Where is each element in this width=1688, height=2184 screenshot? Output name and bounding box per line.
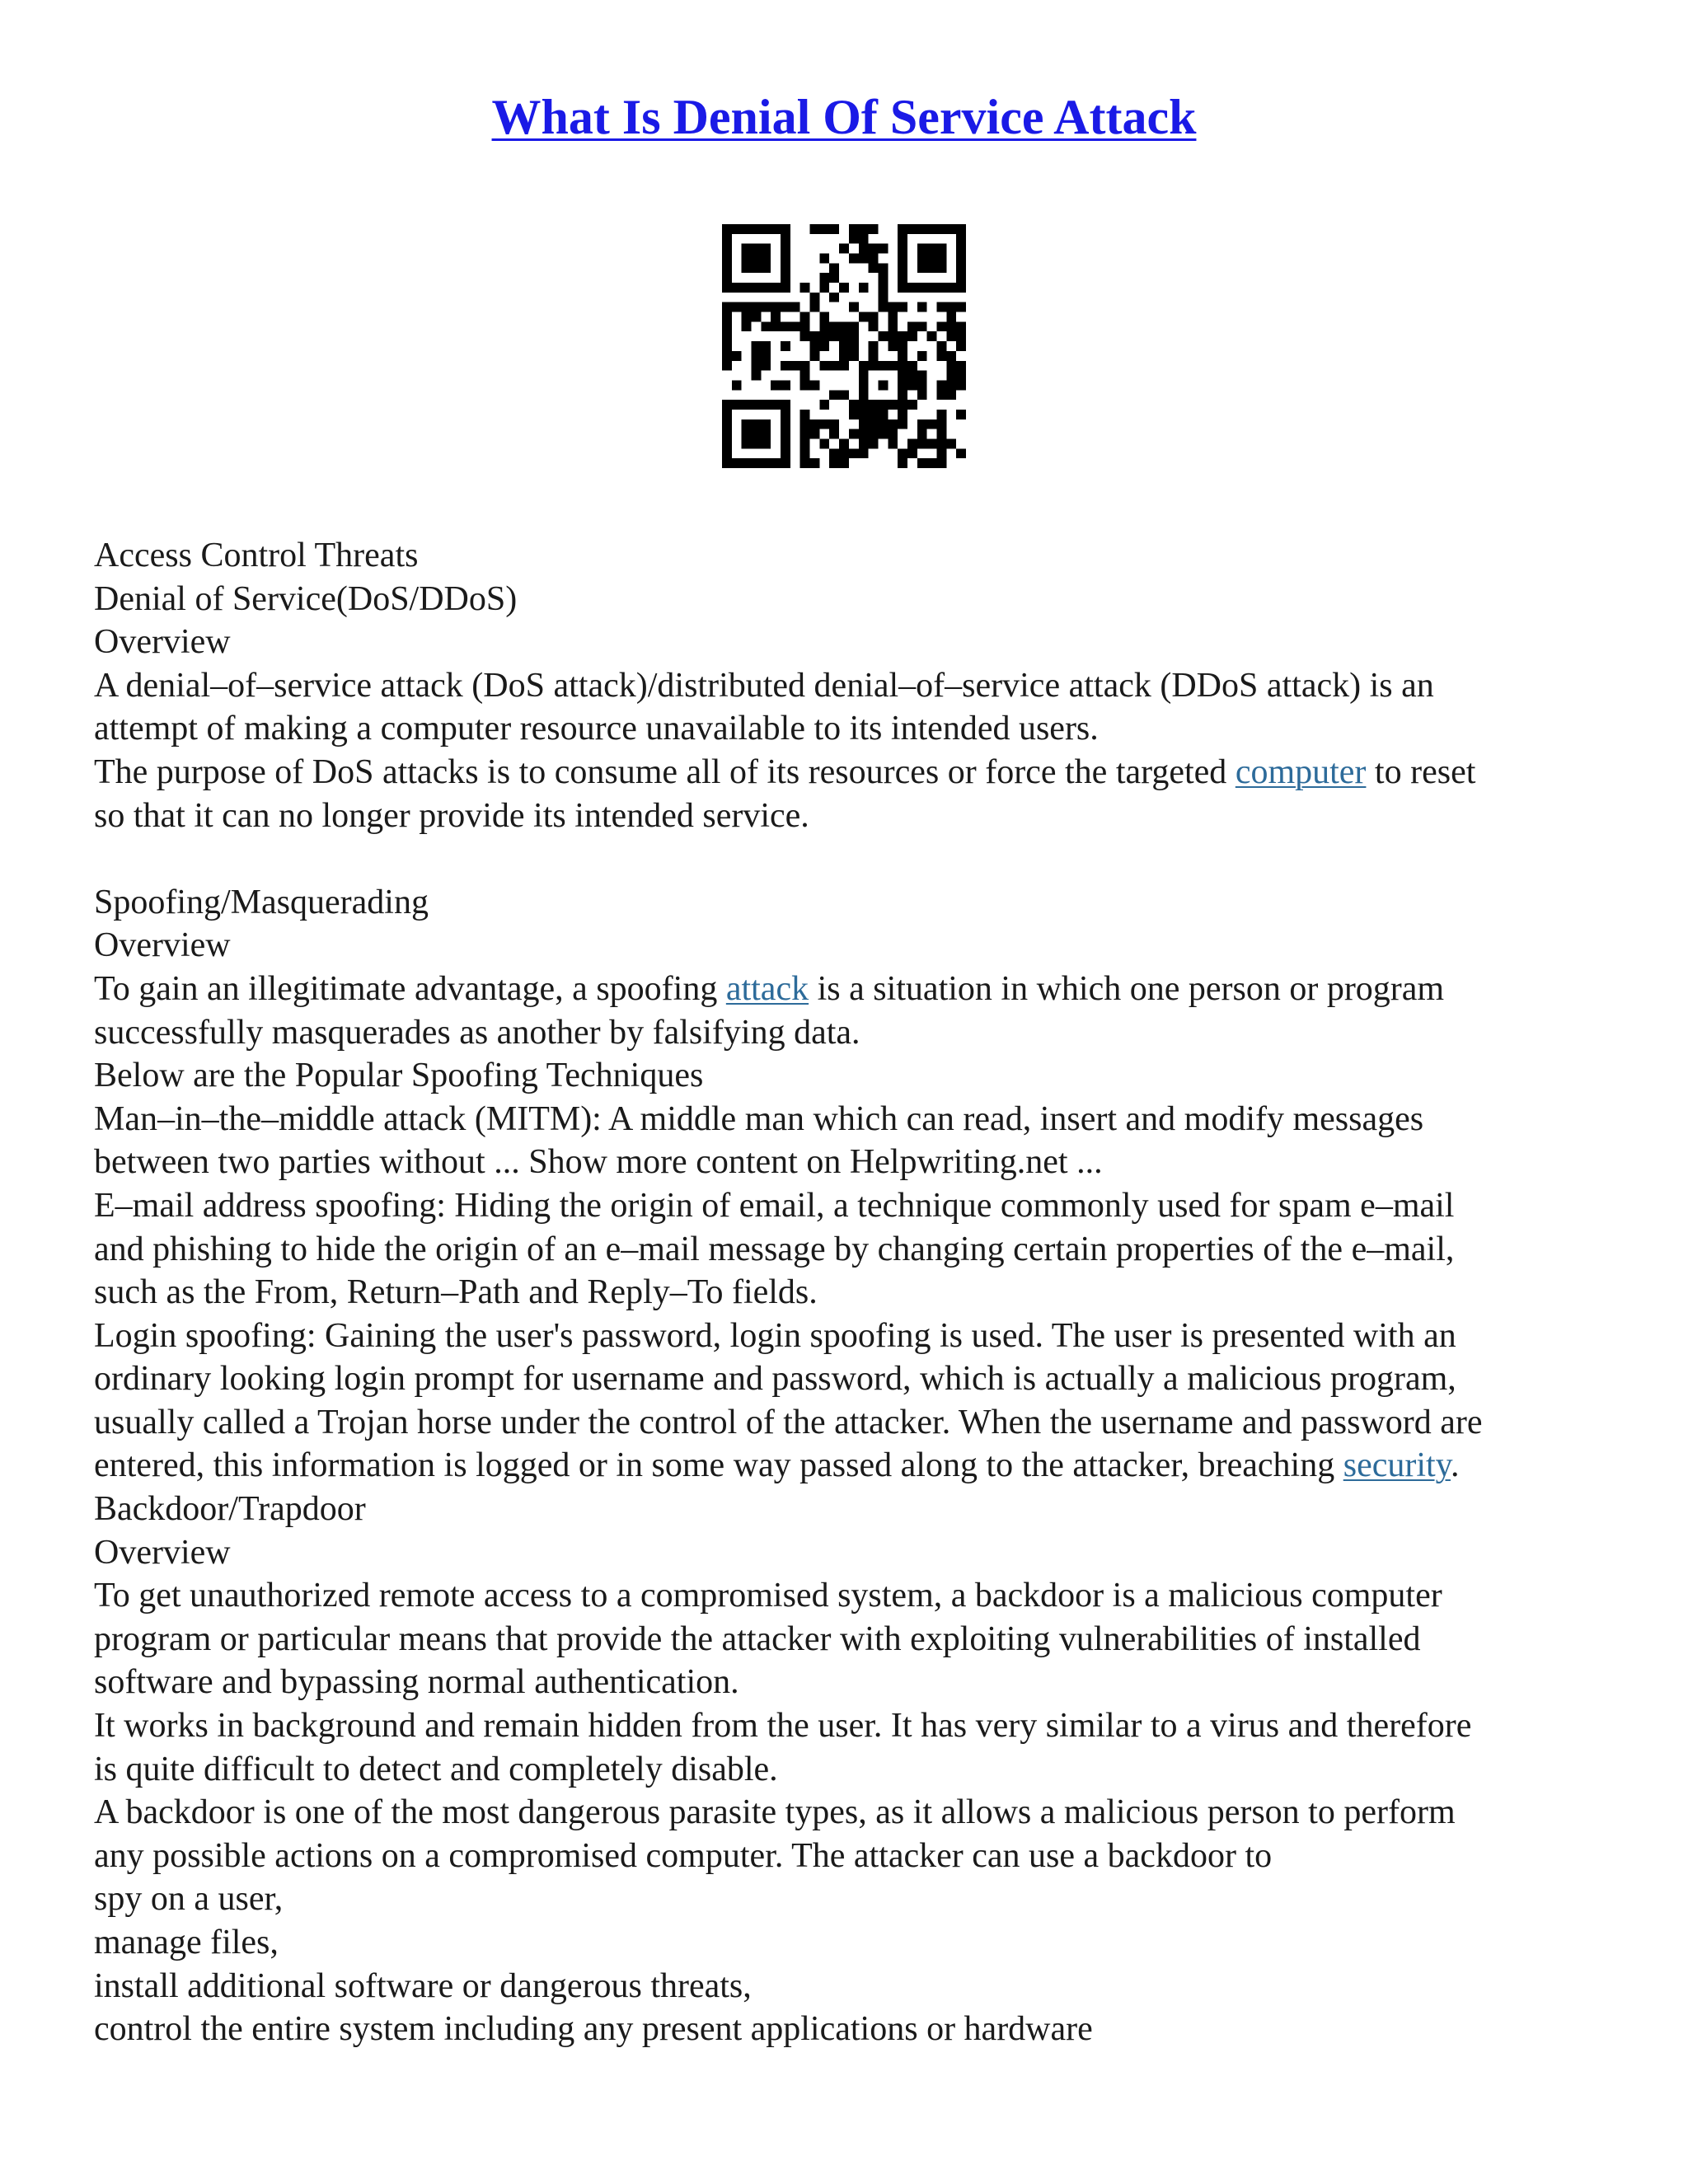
qr-code-icon [722, 224, 966, 468]
text-line [94, 1748, 1602, 1792]
text-segment: software and bypassing normal authentication. [94, 1663, 739, 1702]
text-segment: between two parties without ... Show more content on Helpwriting.net ... [94, 1143, 1103, 1182]
text-segment: Access Control Threats [94, 537, 419, 574]
text-segment: entered, this information is logged or in some way passed along to the attacker, breaching [94, 1446, 1343, 1485]
text-segment: such as the From, Return–Path and Reply–To fields. [94, 1273, 818, 1312]
text-line [94, 1098, 1602, 1141]
text-line [94, 1618, 1602, 1661]
text-line [94, 2008, 1602, 2051]
text-line [94, 534, 1602, 578]
text-line [94, 1184, 1602, 1228]
text-line [94, 1921, 1602, 1965]
text-line [94, 1965, 1602, 2008]
text-segment: successfully masquerades as another by falsifying data. [94, 1013, 860, 1052]
text-segment: Backdoor/Trapdoor [94, 1490, 366, 1529]
text-segment: is quite difficult to detect and completely disable. [94, 1750, 778, 1788]
text-segment: Overview [94, 1533, 231, 1572]
text-segment: Man–in–the–middle attack (MITM): A middle man which can read, insert and modify messages [94, 1099, 1424, 1138]
text-line [94, 1054, 1602, 1098]
text-line [94, 1704, 1602, 1748]
text-segment: to reset [1366, 752, 1476, 791]
text-segment: E–mail address spoofing: Hiding the origin of email, a technique commonly used for spam e–mail [94, 1186, 1455, 1225]
text-segment: A denial–of–service attack (DoS attack)/distributed denial–of–service attack (DDoS attack) is an [94, 666, 1434, 705]
text-line [94, 1401, 1602, 1445]
text-segment: To get unauthorized remote access to a compromised system, a backdoor is a malicious computer [94, 1577, 1442, 1615]
text-segment: Overview [94, 623, 231, 662]
text-segment: The purpose of DoS attacks is to consume all of its resources or force the targeted [94, 752, 1236, 791]
text-segment: usually called a Trojan horse under the control of the attacker. When the username and password are [94, 1403, 1483, 1441]
text-line [94, 1141, 1602, 1184]
text-line [94, 1271, 1602, 1315]
text-segment: Denial of Service(DoS/DDoS) [94, 579, 518, 618]
text-segment: To gain an illegitimate advantage, a spoofing [94, 969, 726, 1008]
text-segment: A backdoor is one of the most dangerous parasite types, as it allows a malicious person to perform [94, 1793, 1456, 1832]
text-segment: attempt of making a computer resource unavailable to its intended users. [94, 710, 1099, 748]
text-segment: any possible actions on a compromised computer. The attacker can use a backdoor to [94, 1836, 1273, 1875]
text-line [94, 1531, 1602, 1575]
text-line [94, 1315, 1602, 1358]
blank-line [94, 837, 1602, 881]
text-segment: is a situation in which one person or program [809, 969, 1445, 1008]
text-line [94, 794, 1602, 838]
text-line [94, 751, 1602, 794]
text-line [94, 1835, 1602, 1878]
text-line [94, 1011, 1602, 1055]
document-title-link[interactable]: What Is Denial Of Service Attack [491, 90, 1197, 144]
text-line [94, 707, 1602, 751]
text-line [94, 1444, 1602, 1488]
text-segment: so that it can no longer provide its intended service. [94, 796, 809, 835]
document-body [94, 534, 1602, 2051]
text-line [94, 1661, 1602, 1704]
text-segment: control the entire system including any present applications or hardware [94, 2010, 1093, 2049]
text-line [94, 1357, 1602, 1401]
text-segment: . [1450, 1446, 1460, 1485]
text-line [94, 621, 1602, 664]
text-segment: Spoofing/Masquerading [94, 883, 429, 921]
text-segment: Overview [94, 926, 231, 965]
text-segment: manage files, [94, 1924, 279, 1961]
text-line [94, 968, 1602, 1011]
text-line [94, 578, 1602, 621]
text-line [94, 1791, 1602, 1835]
inline-link-attack[interactable]: attack [725, 969, 809, 1008]
text-line [94, 924, 1602, 968]
text-segment: spy on a user, [94, 1880, 284, 1919]
text-line [94, 1228, 1602, 1272]
text-segment: ordinary looking login prompt for username and password, which is actually a malicious program, [94, 1360, 1456, 1399]
inline-link-computer[interactable]: computer [1235, 752, 1367, 791]
title-container [0, 89, 1688, 146]
text-line [94, 881, 1602, 925]
text-line [94, 664, 1602, 708]
text-line [94, 1488, 1602, 1531]
text-segment: It works in background and remain hidden from the user. It has very similar to a virus and therefore [94, 1707, 1472, 1746]
inline-link-security[interactable]: security [1343, 1446, 1451, 1485]
text-segment: Login spoofing: Gaining the user's password, login spoofing is used. The user is presented with an [94, 1316, 1456, 1355]
text-line [94, 1574, 1602, 1618]
text-segment: and phishing to hide the origin of an e–mail message by changing certain properties of the e–mail, [94, 1230, 1455, 1268]
text-line [94, 1877, 1602, 1921]
text-segment: program or particular means that provide the attacker with exploiting vulnerabilities of installed [94, 1619, 1421, 1658]
text-segment: install additional software or dangerous threats, [94, 1966, 752, 2005]
text-segment: Below are the Popular Spoofing Techniques [94, 1057, 704, 1095]
